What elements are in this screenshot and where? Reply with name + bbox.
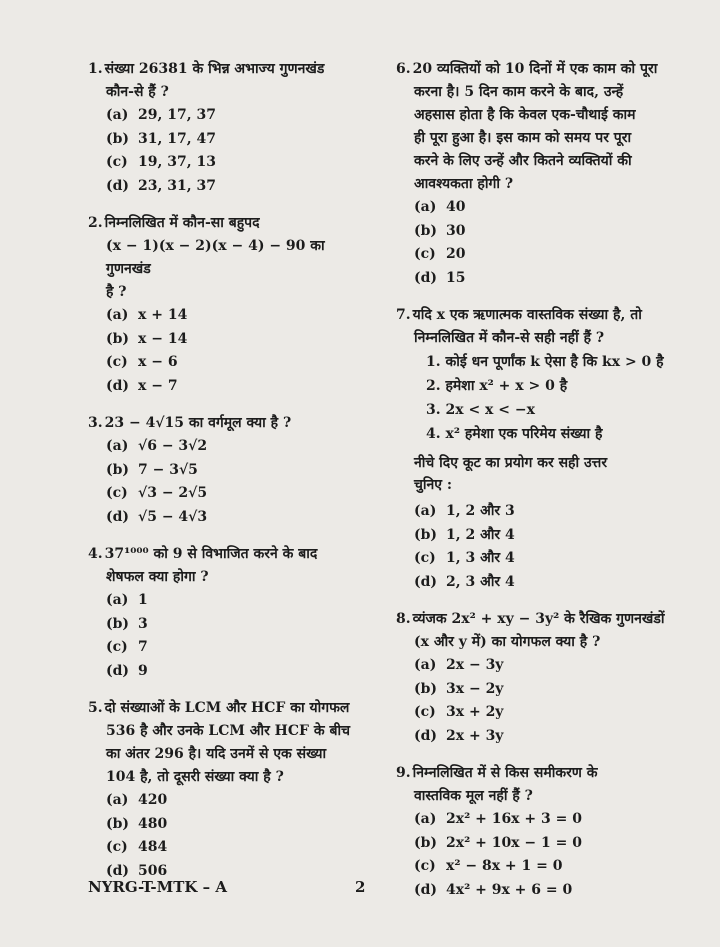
option-value: 19, 37, 13 <box>138 154 216 170</box>
option-value: √5 − 4√3 <box>138 508 208 525</box>
option-label: (b) <box>106 461 130 478</box>
option-label: (d) <box>106 508 130 525</box>
option-label: (c) <box>414 550 436 566</box>
question-number: 6. <box>396 61 411 77</box>
question-number: 3. <box>88 415 103 431</box>
option-label: (d) <box>106 177 130 194</box>
option-label: (d) <box>106 377 130 394</box>
option-value: 2x² + 16x + 3 = 0 <box>446 811 582 827</box>
option-value: 3 <box>138 615 148 632</box>
option-row <box>396 243 666 267</box>
option-row <box>396 196 666 220</box>
statement: 3. 2x < x < −x <box>426 402 535 418</box>
statement: 4. x² हमेशा एक परिमेय संख्या है <box>426 426 603 442</box>
option-value: √3 − 2√5 <box>138 485 208 501</box>
question-stem <box>88 412 350 435</box>
question-text: 20 व्यक्तियों को 10 दिनों में एक काम को पूरा <box>412 61 658 77</box>
option-label: (d) <box>414 881 438 898</box>
option-label: (c) <box>106 154 128 170</box>
option-row <box>396 678 666 702</box>
instruction-line: चुनिए : <box>414 477 453 493</box>
question-text: शेषफल क्या होगा ? <box>106 569 209 585</box>
option-row <box>396 267 666 291</box>
question-text: 104 है, तो दूसरी संख्या क्या है ? <box>106 769 284 785</box>
option-row <box>396 571 666 595</box>
option-value: 7 − 3√5 <box>138 461 198 478</box>
question-text: 23 − 4√15 का वर्गमूल क्या है ? <box>104 415 292 431</box>
option-value: 1 <box>138 592 148 608</box>
option-row <box>88 435 350 459</box>
option-row <box>88 589 350 613</box>
option-value: 29, 17, 37 <box>138 107 216 123</box>
question-stem <box>396 304 666 327</box>
option-value: x − 6 <box>138 354 178 370</box>
question-block <box>88 543 350 683</box>
question-stem <box>88 212 350 235</box>
option-label: (b) <box>414 222 438 239</box>
question-text: वास्तविक मूल नहीं हैं ? <box>414 788 533 804</box>
option-label: (c) <box>414 246 436 262</box>
option-label: (d) <box>414 269 438 286</box>
option-row <box>88 375 350 399</box>
option-row <box>88 351 350 375</box>
option-row <box>396 654 666 678</box>
question-block <box>88 212 350 398</box>
question-text: का अंतर 296 है। यदि उनमें से एक संख्या <box>106 746 327 762</box>
option-value: 15 <box>446 269 466 286</box>
question-block <box>396 304 666 594</box>
option-row <box>88 175 350 199</box>
option-label: (d) <box>414 727 438 744</box>
option-row <box>396 832 666 856</box>
option-label: (a) <box>106 438 129 454</box>
option-label: (d) <box>106 862 130 879</box>
option-row <box>396 524 666 548</box>
option-row <box>396 879 666 903</box>
question-text: है ? <box>106 284 127 300</box>
question-text: आवश्यकता होगी ? <box>414 176 514 192</box>
option-row <box>88 506 350 530</box>
option-label: (a) <box>414 503 437 519</box>
option-row <box>396 855 666 879</box>
option-label: (a) <box>106 792 129 808</box>
option-row <box>396 500 666 524</box>
option-row <box>88 151 350 175</box>
question-text: ही पूरा हुआ है। इस काम को समय पर पूरा <box>414 130 632 146</box>
option-value: √6 − 3√2 <box>138 438 208 454</box>
option-label: (c) <box>106 639 128 655</box>
question-text: निम्नलिखित में से किस समीकरण के <box>412 765 598 781</box>
page-number: 2 <box>355 878 366 896</box>
option-value: 1, 2 और 3 <box>446 503 515 519</box>
option-value: 484 <box>138 839 168 855</box>
option-value: x² − 8x + 1 = 0 <box>446 858 563 874</box>
option-label: (a) <box>106 307 129 323</box>
option-label: (d) <box>106 662 130 679</box>
option-label: (b) <box>414 834 438 851</box>
option-value: x − 7 <box>138 377 178 394</box>
option-row <box>88 459 350 483</box>
option-value: x + 14 <box>138 307 188 323</box>
option-label: (a) <box>106 107 129 123</box>
question-block <box>396 762 666 902</box>
question-text: दो संख्याओं के LCM और HCF का योगफल <box>104 700 350 716</box>
option-value: 2, 3 और 4 <box>446 573 515 590</box>
option-value: 2x + 3y <box>446 727 504 744</box>
question-text: निम्नलिखित में कौन-सा बहुपद <box>104 215 260 231</box>
option-value: 3x − 2y <box>446 680 504 697</box>
option-label: (b) <box>414 526 438 543</box>
question-text: करना है। 5 दिन काम करने के बाद, उन्हें <box>414 84 624 100</box>
statement: 1. कोई धन पूर्णांक k ऐसा है कि kx > 0 है <box>426 354 664 370</box>
question-text: यदि x एक ऋणात्मक वास्तविक संख्या है, तो <box>412 307 642 323</box>
option-row <box>88 813 350 837</box>
option-value: 1, 2 और 4 <box>446 526 515 543</box>
option-label: (c) <box>106 485 128 501</box>
question-stem <box>396 58 666 81</box>
option-label: (a) <box>106 592 129 608</box>
question-block <box>396 608 666 748</box>
option-value: 30 <box>446 222 466 239</box>
question-text: कौन-से हैं ? <box>106 84 169 100</box>
option-label: (b) <box>414 680 438 697</box>
option-row <box>88 660 350 684</box>
left-column <box>88 58 350 897</box>
question-number: 5. <box>88 700 103 716</box>
option-value: 4x² + 9x + 6 = 0 <box>446 881 573 898</box>
option-value: 2x − 3y <box>446 657 504 673</box>
option-row <box>396 701 666 725</box>
option-label: (c) <box>414 704 436 720</box>
question-text: 536 है और उनके LCM और HCF के बीच <box>106 723 350 739</box>
statement: 2. हमेशा x² + x > 0 है <box>426 378 568 394</box>
question-number: 1. <box>88 61 103 77</box>
instruction-text <box>396 452 666 496</box>
question-text: व्यंजक 2x² + xy − 3y² के रैखिक गुणनखंडों <box>412 611 665 627</box>
question-stem <box>396 762 666 785</box>
question-block <box>88 412 350 529</box>
option-row <box>88 613 350 637</box>
question-block <box>88 697 350 883</box>
question-text: करने के लिए उन्हें और कितने व्यक्तियों की <box>414 153 632 169</box>
question-stem <box>396 608 666 631</box>
option-row <box>396 725 666 749</box>
question-text: 37¹⁰⁰⁰ को 9 से विभाजित करने के बाद <box>104 546 318 562</box>
option-value: 20 <box>446 246 466 262</box>
option-value: 7 <box>138 639 148 655</box>
option-row <box>88 836 350 860</box>
question-number: 8. <box>396 611 411 627</box>
option-row <box>88 328 350 352</box>
option-row <box>88 304 350 328</box>
question-number: 2. <box>88 215 103 231</box>
instruction-line: नीचे दिए कूट का प्रयोग कर सही उत्तर <box>414 455 608 471</box>
question-stem <box>88 543 350 566</box>
right-column <box>396 58 666 916</box>
option-row <box>88 104 350 128</box>
option-label: (a) <box>414 811 437 827</box>
question-block <box>88 58 350 198</box>
option-value: 480 <box>138 815 168 832</box>
option-row <box>88 482 350 506</box>
question-number: 9. <box>396 765 411 781</box>
option-row <box>88 789 350 813</box>
question-text: (x और y में) का योगफल क्या है ? <box>414 634 601 650</box>
option-row <box>88 636 350 660</box>
option-label: (c) <box>106 354 128 370</box>
option-row <box>88 128 350 152</box>
option-value: 3x + 2y <box>446 704 504 720</box>
option-row <box>396 808 666 832</box>
option-row <box>396 547 666 571</box>
question-text: अहसास होता है कि केवल एक-चौथाई काम <box>414 107 636 123</box>
option-label: (a) <box>414 199 437 215</box>
option-label: (d) <box>414 573 438 590</box>
option-value: 506 <box>138 862 168 879</box>
option-row <box>396 220 666 244</box>
option-label: (b) <box>106 330 130 347</box>
option-label: (b) <box>106 130 130 147</box>
question-stem <box>88 697 350 720</box>
option-value: 40 <box>446 199 466 215</box>
question-text: निम्नलिखित में कौन-से सही नहीं हैं ? <box>414 330 605 346</box>
option-label: (a) <box>414 657 437 673</box>
option-value: 1, 3 और 4 <box>446 550 515 566</box>
question-block <box>396 58 666 290</box>
option-label: (c) <box>414 858 436 874</box>
question-number: 4. <box>88 546 103 562</box>
option-label: (b) <box>106 615 130 632</box>
question-text: (x − 1)(x − 2)(x − 4) − 90 का गुणनखंड <box>106 238 325 277</box>
option-value: 420 <box>138 792 168 808</box>
option-value: 23, 31, 37 <box>138 177 216 194</box>
option-value: 2x² + 10x − 1 = 0 <box>446 834 582 851</box>
option-value: 9 <box>138 662 148 679</box>
option-label: (c) <box>106 839 128 855</box>
question-number: 7. <box>396 307 411 323</box>
option-value: 31, 17, 47 <box>138 130 216 147</box>
question-text: संख्या 26381 के भिन्न अभाज्य गुणनखंड <box>104 61 325 77</box>
question-stem <box>88 58 350 81</box>
option-value: x − 14 <box>138 330 188 347</box>
option-label: (b) <box>106 815 130 832</box>
paper-code: NYRG-T-MTK – A <box>88 878 228 896</box>
